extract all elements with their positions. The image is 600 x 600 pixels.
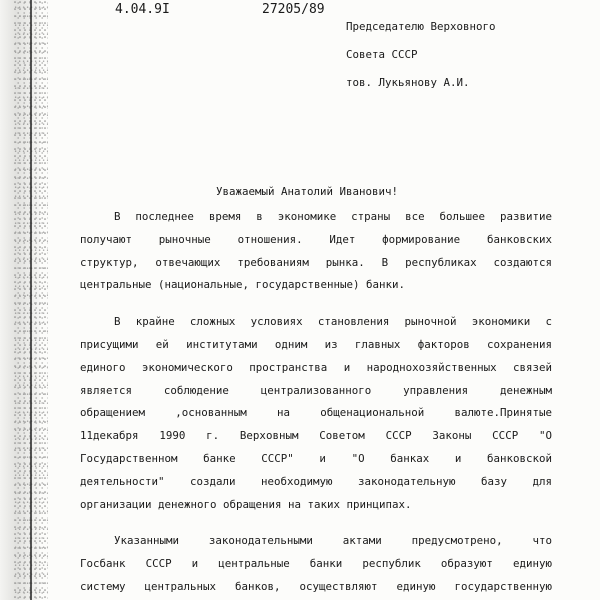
body-line: является соблюдение централизованного управления денежным xyxy=(80,383,552,397)
paragraph-gap xyxy=(80,516,552,530)
letter-body xyxy=(80,206,552,599)
salutation: Уважаемый Анатолий Иванович! xyxy=(216,185,399,198)
addressee-line-1: Председателю Верховного xyxy=(346,20,496,33)
body-line: Госбанк СССР и центральные банки республик образуют единую xyxy=(80,557,552,571)
addressee-block xyxy=(346,13,496,97)
body-line: обращением ,основанным на общенациональной валюте.Принятые xyxy=(80,406,552,420)
addressee-line-2: Совета СССР xyxy=(346,48,418,61)
document-number: 27205/89 xyxy=(262,2,325,17)
body-line: систему центральных банков, осуществляют единую государственную xyxy=(80,579,552,593)
body-line: центральные (национальные, государственные) банки. xyxy=(80,278,406,292)
body-line: В крайне сложных условиях становления рыночной экономики с xyxy=(114,315,552,329)
body-line: получают рыночные отношения. Идет формирование банковских xyxy=(80,232,552,246)
scan-edge-line xyxy=(30,0,32,600)
body-line: деятельности" создали необходимую законодательную базу для xyxy=(80,474,552,488)
paragraph-gap xyxy=(80,297,552,311)
body-line: В последнее время в экономике страны все большее развитие xyxy=(114,210,552,223)
body-line: присущими ей институтами одним из главных факторов сохранения xyxy=(80,337,552,351)
addressee-line-3: тов. Лукьянову А.И. xyxy=(346,76,470,89)
document-date: 4.04.9I xyxy=(115,2,170,17)
body-line: единого экономического пространства и народнохозяйственных связей xyxy=(80,360,552,374)
body-line: 11декабря 1990 г. Верховным Советом СССР Законы СССР "О xyxy=(80,429,552,443)
body-line: Государственном банке СССР" и "О банках и банковской xyxy=(80,451,552,465)
body-line: структур, отвечающих требованиям рынка. В республиках создаются xyxy=(80,255,552,269)
body-line: организации денежного обращения на таких принципах. xyxy=(80,497,412,511)
body-line: Указанными законодательными актами предусмотрено, что xyxy=(114,534,552,548)
